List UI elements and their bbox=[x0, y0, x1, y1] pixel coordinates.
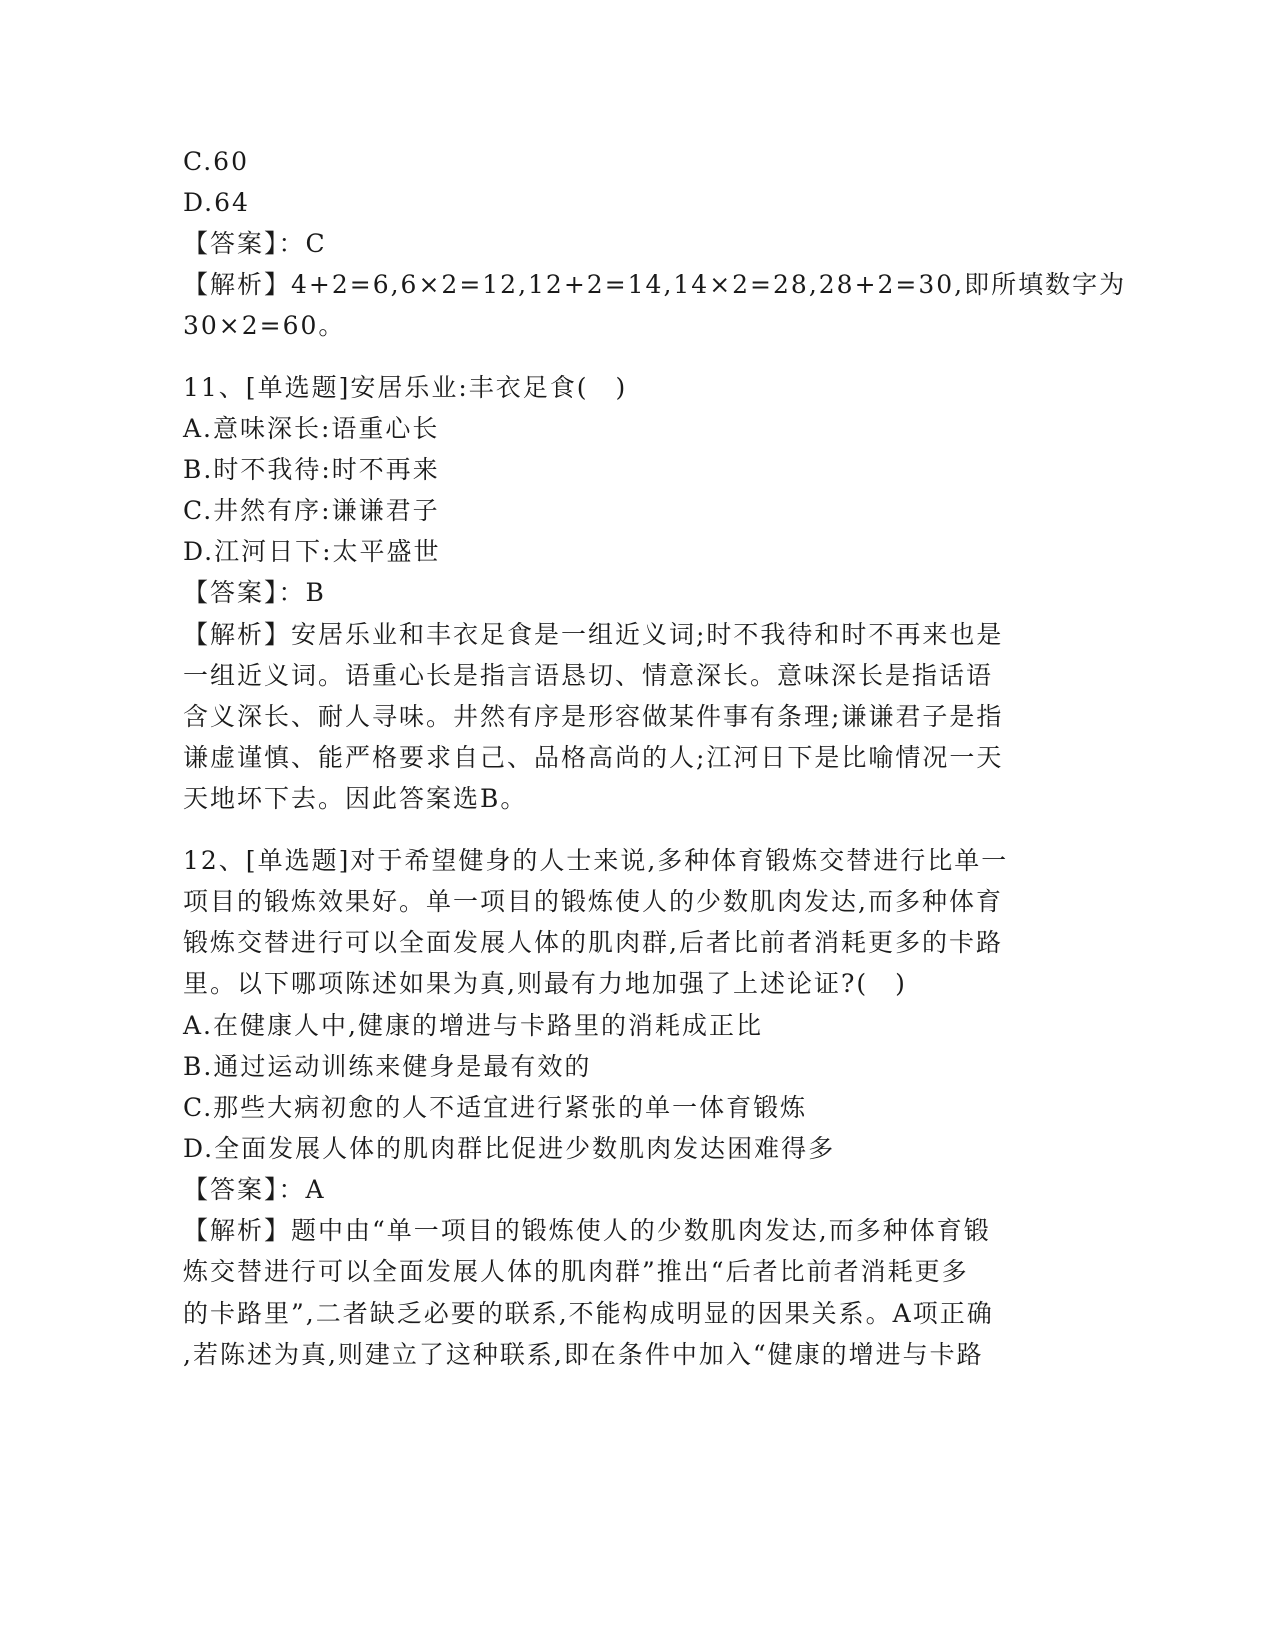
option-c-prev: C.60 bbox=[183, 147, 249, 176]
question-11-option-c: C.井然有序:谦谦君子 bbox=[183, 496, 440, 525]
question-12-option-b: B.通过运动训练来健身是最有效的 bbox=[183, 1052, 592, 1081]
analysis-12-line-3: 的卡路里”,二者缺乏必要的联系,不能构成明显的因果关系。A项正确 bbox=[183, 1299, 994, 1328]
answer-12: 【答案】：A bbox=[183, 1175, 326, 1204]
analysis-12-line-1: 【解析】题中由“单一项目的锻炼使人的少数肌肉发达,而多种体育锻 bbox=[183, 1216, 991, 1245]
question-11-option-a: A.意味深长:语重心长 bbox=[183, 414, 440, 443]
analysis-12-line-2: 炼交替进行可以全面发展人体的肌肉群”推出“后者比前者消耗更多 bbox=[183, 1257, 969, 1286]
analysis-10-line-1: 【解析】4+2=6,6×2=12,12+2=14,14×2=28,28+2=30,即所填数字为 bbox=[183, 270, 1127, 299]
analysis-11-line-5: 天地坏下去。因此答案选B。 bbox=[183, 784, 528, 813]
question-12-option-a: A.在健康人中,健康的增进与卡路里的消耗成正比 bbox=[183, 1011, 763, 1040]
question-12-stem-line-2: 项目的锻炼效果好。单一项目的锻炼使人的少数肌肉发达,而多种体育 bbox=[183, 887, 1003, 916]
option-d-prev: D.64 bbox=[183, 188, 250, 217]
question-11-stem: 11、[单选题]安居乐业:丰衣足食( ) bbox=[183, 373, 628, 402]
question-12-option-d: D.全面发展人体的肌肉群比促进少数肌肉发达困难得多 bbox=[183, 1134, 836, 1163]
question-12-stem-line-3: 锻炼交替进行可以全面发展人体的肌肉群,后者比前者消耗更多的卡路 bbox=[183, 928, 1003, 957]
question-12-stem-line-4: 里。以下哪项陈述如果为真,则最有力地加强了上述论证?( ) bbox=[183, 969, 907, 998]
question-12-option-c: C.那些大病初愈的人不适宜进行紧张的单一体育锻炼 bbox=[183, 1093, 808, 1122]
analysis-11-line-3: 含义深长、耐人寻味。井然有序是形容做某件事有条理;谦谦君子是指 bbox=[183, 702, 1004, 731]
analysis-10-line-2: 30×2=60。 bbox=[183, 311, 346, 340]
analysis-11-line-1: 【解析】安居乐业和丰衣足食是一组近义词;时不我待和时不再来也是 bbox=[183, 620, 1004, 649]
answer-10: 【答案】：C bbox=[183, 229, 327, 258]
analysis-11-line-2: 一组近义词。语重心长是指言语恳切、情意深长。意味深长是指话语 bbox=[183, 661, 994, 690]
analysis-12-line-4: ,若陈述为真,则建立了这种联系,即在条件中加入“健康的增进与卡路 bbox=[183, 1340, 984, 1369]
question-11-option-d: D.江河日下:太平盛世 bbox=[183, 537, 441, 566]
analysis-11-line-4: 谦虚谨慎、能严格要求自己、品格高尚的人;江河日下是比喻情况一天 bbox=[183, 743, 1004, 772]
question-12-stem-line-1: 12、[单选题]对于希望健身的人士来说,多种体育锻炼交替进行比单一 bbox=[183, 846, 1009, 875]
answer-11: 【答案】：B bbox=[183, 578, 326, 607]
question-11-option-b: B.时不我待:时不再来 bbox=[183, 455, 440, 484]
